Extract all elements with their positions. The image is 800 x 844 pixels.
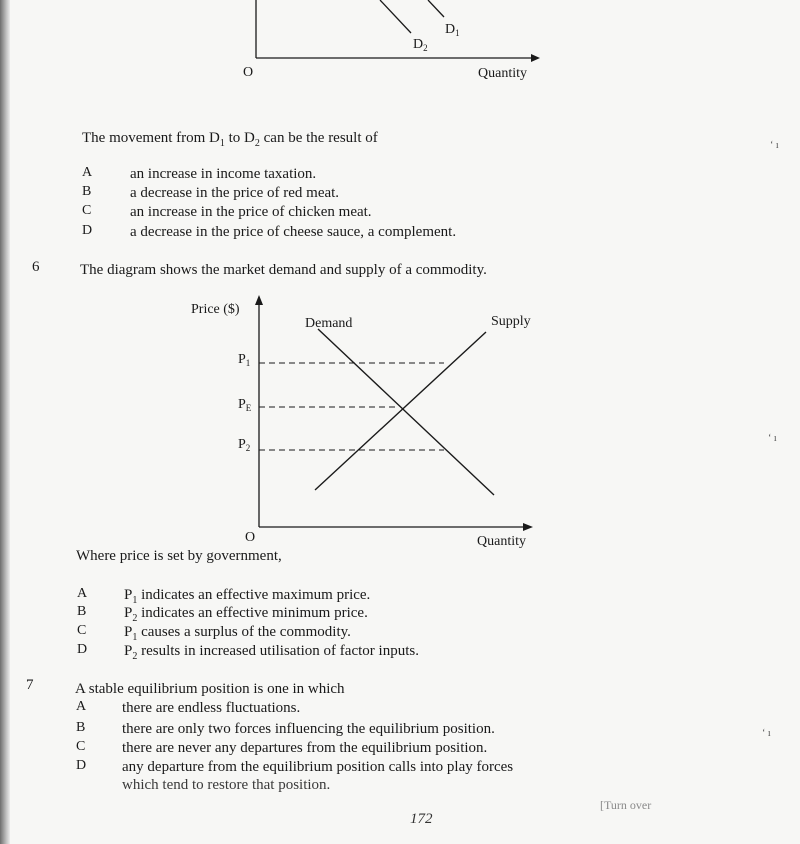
option-text: $P_2$ results in increased utilisation of factor inputs. — [124, 643, 419, 662]
option-text: $P_1$ causes a surplus of the commodity. — [124, 624, 351, 643]
option-letter: D — [76, 758, 87, 773]
option-letter: C — [82, 203, 92, 218]
option-text: $P_2$ indicates an effective minimum price. — [124, 605, 368, 624]
option-letter: D — [77, 642, 88, 657]
q7-option-b — [0, 720, 800, 739]
q5-option-a — [0, 165, 800, 184]
top-origin-label: O — [243, 65, 254, 80]
option-text: a decrease in the price of cheese sauce, a complement. — [130, 224, 457, 240]
top-demand-curve-d2 — [380, 0, 411, 33]
option-letter: D — [82, 223, 93, 238]
x-axis-arrow — [523, 523, 533, 531]
supply-label: Supply — [491, 314, 531, 329]
top-x-axis-label: Quantity — [478, 66, 527, 81]
pe-label: $P_E$ — [238, 397, 252, 413]
option-text: an increase in income taxation. — [130, 166, 317, 182]
option-text: an increase in the price of chicken meat. — [130, 204, 372, 220]
option-letter: B — [76, 720, 86, 735]
q7-stem: A stable equilibrium position is one in which — [75, 681, 345, 697]
option-text: any departure from the equilibrium position calls into play forces — [122, 759, 514, 775]
option-text: $P_1$ indicates an effective maximum price. — [124, 587, 371, 606]
scan-mark: ʻ ı — [762, 728, 771, 739]
q6-option-c — [0, 623, 800, 642]
demand-label: Demand — [305, 316, 353, 331]
x-axis-label: Quantity — [477, 534, 526, 549]
q7-option-d-continuation: which tend to restore that position. — [122, 777, 331, 793]
p1-label: $P_1$ — [238, 352, 251, 368]
q7-option-c — [0, 739, 800, 758]
q5-option-b — [0, 184, 800, 203]
supply-demand-diagram — [0, 285, 800, 555]
q7-number: 7 — [26, 677, 34, 693]
top-d2-label: $D_2$ — [413, 37, 428, 53]
q7-option-a — [0, 699, 800, 718]
option-text: a decrease in the price of red meat. — [130, 185, 340, 201]
option-letter: A — [77, 586, 88, 601]
page-number: 172 — [410, 811, 433, 827]
q5-option-d — [0, 223, 800, 242]
option-letter: A — [82, 165, 93, 180]
turn-over-note: [Turn over — [600, 798, 652, 812]
option-letter: C — [76, 739, 86, 754]
option-text: there are only two forces influencing the equilibrium position. — [122, 721, 495, 737]
q6-option-a — [0, 586, 800, 605]
top-d1-label: $D_1$ — [445, 22, 460, 38]
option-letter: C — [77, 623, 87, 638]
q6-lead-in: Where price is set by government, — [76, 548, 282, 564]
p2-label: $P_2$ — [238, 437, 251, 453]
q6-number: 6 — [32, 259, 40, 275]
origin-label: O — [245, 530, 256, 545]
q5-stem: The movement from $D_1$ to $D_2$ can be the result of — [82, 130, 378, 149]
y-axis-label: Price ($) — [191, 302, 240, 317]
demand-curve — [318, 329, 494, 495]
supply-curve — [315, 332, 486, 490]
top-demand-diagram — [0, 0, 800, 90]
top-x-axis-arrow — [531, 54, 540, 62]
q6-stem: The diagram shows the market demand and supply of a commodity. — [80, 262, 487, 278]
option-letter: B — [77, 604, 87, 619]
scan-mark: ʻ ı — [768, 433, 777, 444]
option-text: there are never any departures from the equilibrium position. — [122, 740, 488, 756]
q6-option-d — [0, 642, 800, 661]
option-text: there are endless fluctuations. — [122, 700, 301, 716]
option-letter: A — [76, 699, 87, 714]
top-demand-curve-d1 — [428, 0, 444, 17]
q7-option-d — [0, 758, 800, 777]
y-axis-arrow — [255, 295, 263, 305]
q6-option-b — [0, 604, 800, 623]
option-letter: B — [82, 184, 92, 199]
q5-option-c — [0, 203, 800, 222]
scan-mark: ʻ ı — [770, 140, 779, 151]
